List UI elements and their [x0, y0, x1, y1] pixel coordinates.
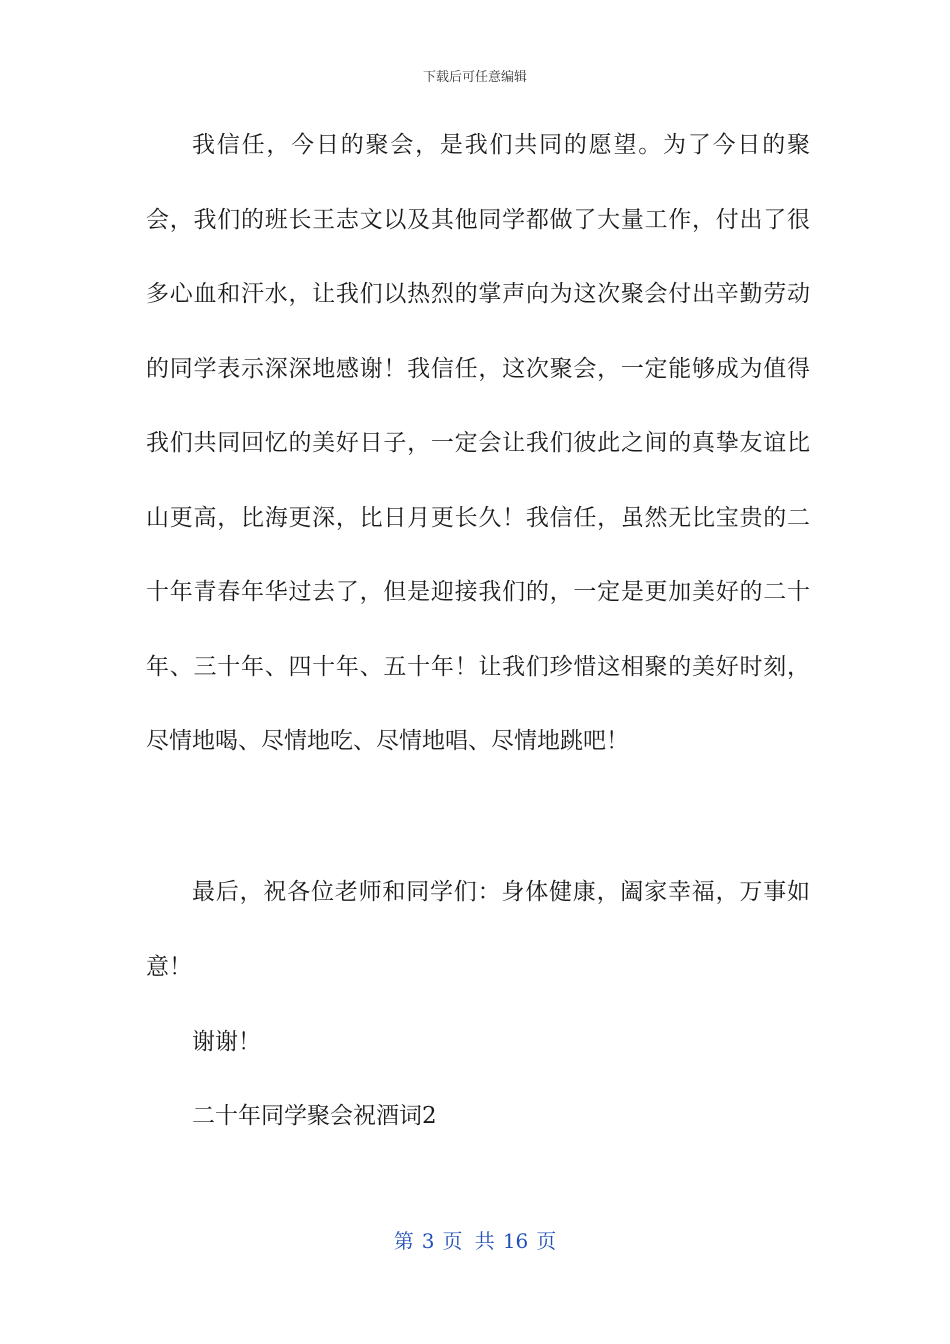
- paragraph-closing-wishes: [146, 855, 810, 1004]
- heading-text: 二十年同学聚会祝酒词2: [192, 1103, 437, 1129]
- paragraph-thanks: [146, 1005, 810, 1080]
- paragraph-text: 最后，祝各位老师和同学们：身体健康，阖家幸福，万事如意！: [146, 879, 810, 980]
- total-pages-number: 16: [502, 1229, 529, 1253]
- paragraph-speech-body: [146, 108, 810, 779]
- paragraph-text: 我信任，今日的聚会，是我们共同的愿望。为了今日的聚会，我们的班长王志文以及其他同学都做了大量工作，付出了很多心血和汗水，让我们以热烈的掌声向为这次聚会付出辛勤劳动的同学表示深深地感谢！我信任，这次聚会，一定能够成为值得我们共同回忆的美好日子，一定会让我们彼此之间的真挚友谊比山更高，比海更深，比日月更长久！我信任，虽然无比宝贵的二十年青春年华过去了，但是迎接我们的，一定是更加美好的二十年、三十年、四十年、五十年！让我们珍惜这相聚的美好时刻，尽情地喝、尽情地吃、尽情地唱、尽情地跳吧！: [146, 132, 810, 754]
- page-header: 下载后可任意编辑: [422, 70, 527, 85]
- page-label-prefix: 第: [393, 1229, 414, 1253]
- section-heading: [146, 1079, 810, 1154]
- page-footer: [0, 1225, 950, 1254]
- page-label-mid: 页 共: [442, 1229, 495, 1253]
- page-label-suffix: 页: [536, 1229, 557, 1253]
- current-page-number: 3: [421, 1229, 435, 1253]
- paragraph-text: 谢谢！: [192, 1029, 261, 1055]
